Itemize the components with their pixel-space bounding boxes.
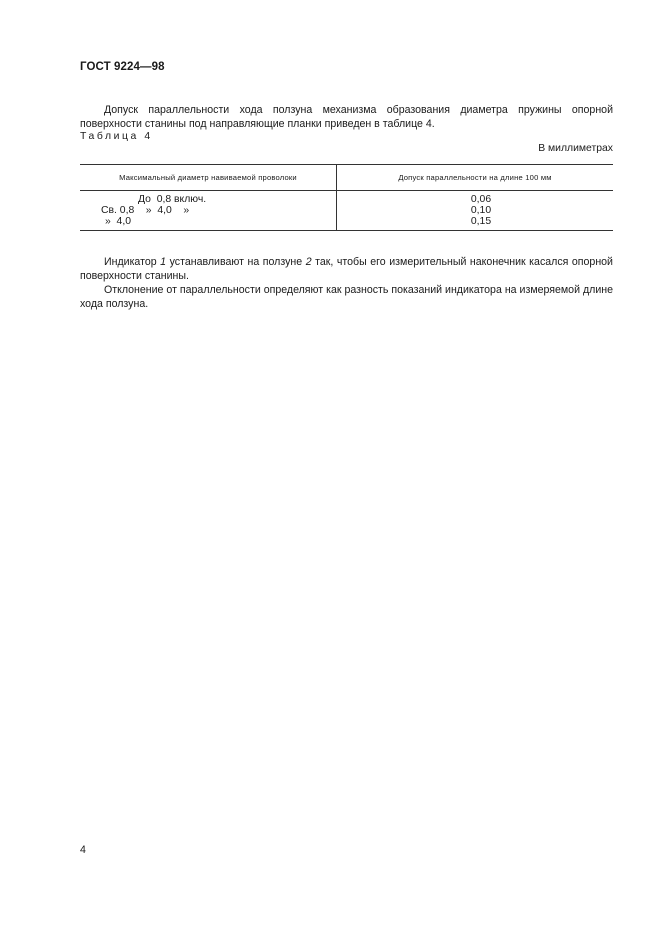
paragraph-indicator-setup <box>80 255 613 283</box>
diameter-cell <box>80 191 337 231</box>
table-caption: Таблица 4 <box>80 131 153 142</box>
paragraph-tolerance-intro: Допуск параллельности хода ползуна механизма образования диаметра пружины опорной поверхности станины под направляющие планки приведен в таблице 4. <box>80 103 613 130</box>
table-header-row <box>80 165 613 191</box>
table-units-note: В миллиметрах <box>538 143 613 154</box>
figure-reference: 1 <box>160 255 167 268</box>
tolerance-value: 0,10 <box>470 205 492 216</box>
column-header-diameter: Максимальный диаметр навиваемой проволоки <box>80 165 337 191</box>
tolerance-table <box>80 164 613 231</box>
paragraph-text: Индикатор <box>104 255 161 268</box>
paragraph-text: так, чтобы его измерительный наконечник касался опорной поверхности станины. <box>80 255 613 282</box>
diameter-value: Св. 0,8 » 4,0 » <box>101 205 190 216</box>
paragraph-deviation-definition: Отклонение от параллельности определяют как разность показаний индикатора на измеряемой длине хода ползуна. <box>80 283 613 310</box>
paragraph-text: устанавливают на ползуне <box>166 255 306 268</box>
table-body-row <box>80 191 613 231</box>
tolerance-value: 0,06 <box>470 194 492 205</box>
diameter-value: До 0,8 включ. <box>138 194 207 205</box>
document-code: ГОСТ 9224—98 <box>80 61 165 73</box>
tolerance-value: 0,15 <box>470 216 492 227</box>
page-number: 4 <box>80 844 86 856</box>
figure-reference: 2 <box>305 255 312 268</box>
tolerance-cell <box>337 191 614 231</box>
diameter-value: » 4,0 <box>105 216 131 227</box>
column-header-tolerance: Допуск параллельности на длине 100 мм <box>337 165 614 191</box>
